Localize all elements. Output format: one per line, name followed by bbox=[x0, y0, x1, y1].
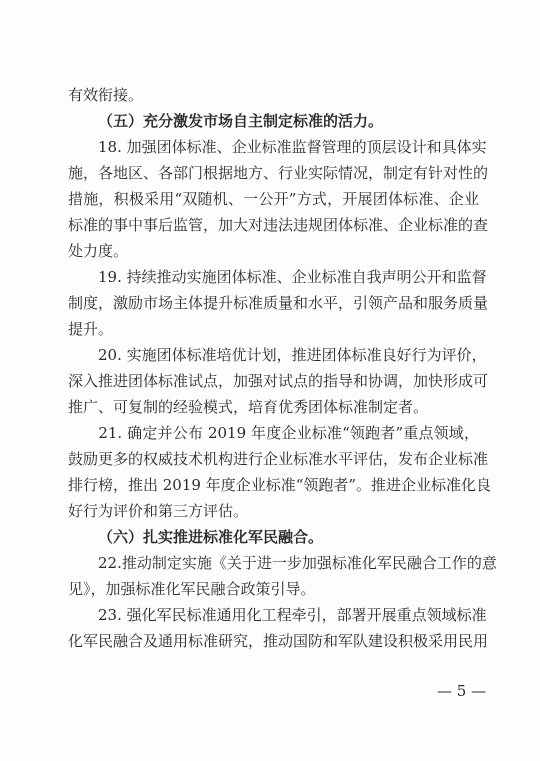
paragraph-line: 见》，加强标准化军民融合政策引导。 bbox=[68, 580, 316, 598]
paragraph-line: 制度，激励市场主体提升标准质量和水平，引领产品和服务质量 bbox=[68, 294, 489, 312]
page-number: — 5 — bbox=[437, 682, 487, 700]
paragraph-line: 23. 强化军民标准通用化工程牵引，部署开展重点领域标准 bbox=[68, 606, 487, 624]
paragraph-line: 施，各地区、各部门根据地方、行业实际情况，制定有针对性的 bbox=[68, 164, 489, 182]
paragraph-line: 有效衔接。 bbox=[68, 86, 144, 104]
paragraph-line: 推广、可复制的经验模式，培育优秀团体标准制定者。 bbox=[68, 398, 429, 416]
paragraph-line: 标准的事中事后监管，加大对违法违规团体标准、企业标准的查 bbox=[68, 216, 489, 234]
paragraph-line: 20. 实施团体标准培优计划，推进团体标准良好行为评价， bbox=[68, 346, 487, 364]
paragraph-line: 22.推动制定实施《关于进一步加强标准化军民融合工作的意 bbox=[68, 554, 497, 572]
paragraph-line: 深入推进团体标准试点，加强对试点的指导和协调，加快形成可 bbox=[68, 372, 489, 390]
paragraph-line: 化军民融合及通用标准研究，推动国防和军队建设积极采用民用 bbox=[68, 632, 489, 650]
paragraph-line: 好行为评价和第三方评估。 bbox=[68, 502, 249, 520]
paragraph-line: 措施，积极采用“双随机、一公开”方式，开展团体标准、企业 bbox=[68, 190, 479, 208]
paragraph-line: 鼓励更多的权威技术机构进行企业标准水平评估，发布企业标准 bbox=[68, 450, 489, 468]
paragraph-line: 19. 持续推动实施团体标准、企业标准自我声明公开和监督 bbox=[68, 268, 487, 286]
paragraph-line: 排行榜，推出 2019 年度企业标准“领跑者”。推进企业标准化良 bbox=[68, 476, 492, 494]
section-heading: （五）充分激发市场自主制定标准的活力。 bbox=[98, 112, 384, 130]
paragraph-line: 处力度。 bbox=[68, 242, 129, 260]
section-heading: （六）扎实推进标准化军民融合。 bbox=[98, 528, 324, 546]
paragraph-line: 18. 加强团体标准、企业标准监督管理的顶层设计和具体实 bbox=[68, 138, 487, 156]
paragraph-line: 21. 确定并公布 2019 年度企业标准“领跑者”重点领域， bbox=[68, 424, 479, 442]
document-body bbox=[68, 86, 497, 660]
paragraph-line: 提升。 bbox=[68, 320, 114, 338]
